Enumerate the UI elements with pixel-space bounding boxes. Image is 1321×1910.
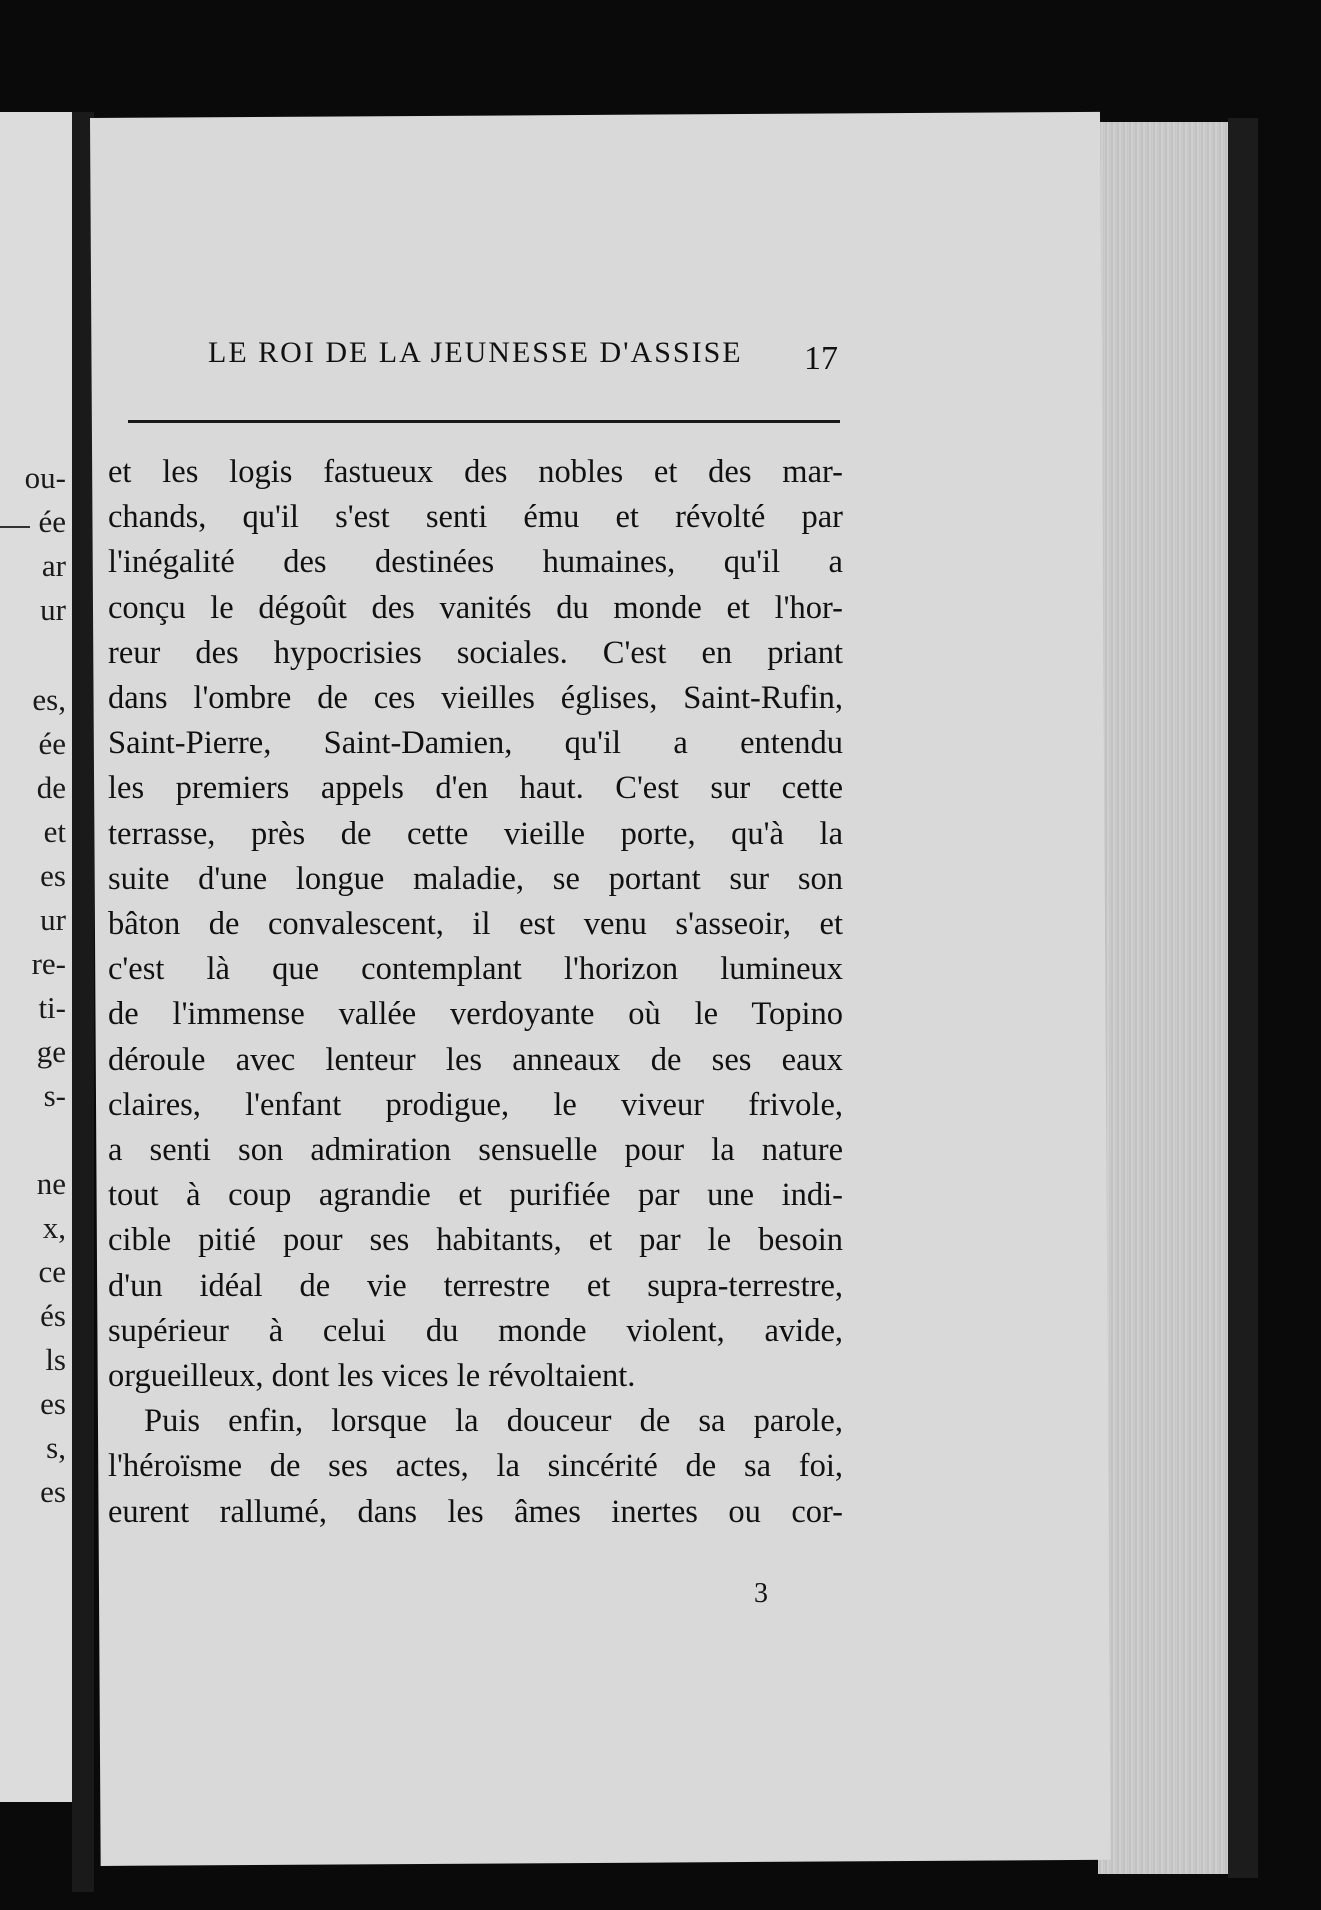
facing-fragment: es <box>40 1386 66 1421</box>
text-line: de l'immense vallée verdoyante où le Topino <box>108 996 843 1033</box>
text-line: suite d'une longue maladie, se portant sur son <box>108 860 843 897</box>
text-line: claires, l'enfant prodigue, le viveur frivole, <box>108 1086 843 1123</box>
signature-mark: 3 <box>754 1578 768 1609</box>
facing-fragment: de <box>36 770 66 805</box>
text-line: tout à coup agrandie et purifiée par une indi- <box>108 1177 843 1214</box>
text-line: Puis enfin, lorsque la douceur de sa parole, <box>144 1403 843 1440</box>
text-line: déroule avec lenteur les anneaux de ses eaux <box>108 1041 843 1078</box>
facing-fragment: et <box>43 814 66 849</box>
facing-fragment: ti- <box>38 990 66 1025</box>
text-line: c'est là que contemplant l'horizon lumineux <box>108 951 843 988</box>
facing-fragment: es <box>40 858 66 893</box>
facing-fragment: ou- <box>24 460 66 495</box>
text-line: orgueilleux, dont les vices le révoltaient. <box>108 1358 636 1395</box>
facing-fragment: ge <box>36 1034 66 1069</box>
page-number: 17 <box>804 340 838 377</box>
body-text <box>108 450 843 1535</box>
facing-fragment: ur <box>40 592 66 627</box>
text-line: conçu le dégoût des vanités du monde et l'hor- <box>108 589 843 626</box>
facing-page-left <box>0 112 72 1802</box>
text-line: terrasse, près de cette vieille porte, qu'à la <box>108 815 843 852</box>
text-line: eurent rallumé, dans les âmes inertes ou cor- <box>108 1493 843 1530</box>
book-edge-shadow <box>1228 118 1258 1878</box>
facing-fragment: es <box>40 1474 66 1509</box>
facing-fragment: ls <box>45 1342 66 1377</box>
facing-fragment: s- <box>43 1078 66 1113</box>
facing-fragment: ce <box>38 1254 66 1289</box>
text-line: chands, qu'il s'est senti ému et révolté par <box>108 499 843 536</box>
facing-fragment: s, <box>46 1430 66 1465</box>
text-line: dans l'ombre de ces vieilles églises, Saint-Rufin, <box>108 680 843 717</box>
facing-fragment: ar <box>41 548 66 583</box>
facing-fragment: re- <box>31 946 66 981</box>
text-line: les premiers appels d'en haut. C'est sur cette <box>108 770 843 807</box>
text-line: supérieur à celui du monde violent, avide, <box>108 1312 843 1349</box>
facing-fragment: ée <box>38 726 66 761</box>
facing-fragment: es, <box>32 682 66 717</box>
text-line: Saint-Pierre, Saint-Damien, qu'il a entendu <box>108 725 843 762</box>
facing-page-rule <box>0 526 30 528</box>
text-line: d'un idéal de vie terrestre et supra-terrestre, <box>108 1267 843 1304</box>
text-line: a senti son admiration sensuelle pour la nature <box>108 1132 843 1169</box>
facing-fragment: és <box>40 1298 66 1333</box>
text-line: cible pitié pour ses habitants, et par le besoin <box>108 1222 843 1259</box>
running-head: LE ROI DE LA JEUNESSE D'ASSISE <box>208 336 743 369</box>
text-line: reur des hypocrisies sociales. C'est en priant <box>108 634 843 671</box>
facing-fragment: ur <box>40 902 66 937</box>
facing-fragment: x, <box>42 1210 66 1245</box>
facing-fragment: ée <box>38 504 66 539</box>
header-rule <box>128 420 840 423</box>
text-line: bâton de convalescent, il est venu s'asseoir, et <box>108 906 843 943</box>
text-line: l'inégalité des destinées humaines, qu'il a <box>108 544 843 581</box>
text-line: l'héroïsme de ses actes, la sincérité de sa foi, <box>108 1448 843 1485</box>
facing-fragment: ne <box>36 1166 66 1201</box>
text-line: et les logis fastueux des nobles et des mar- <box>108 454 843 490</box>
